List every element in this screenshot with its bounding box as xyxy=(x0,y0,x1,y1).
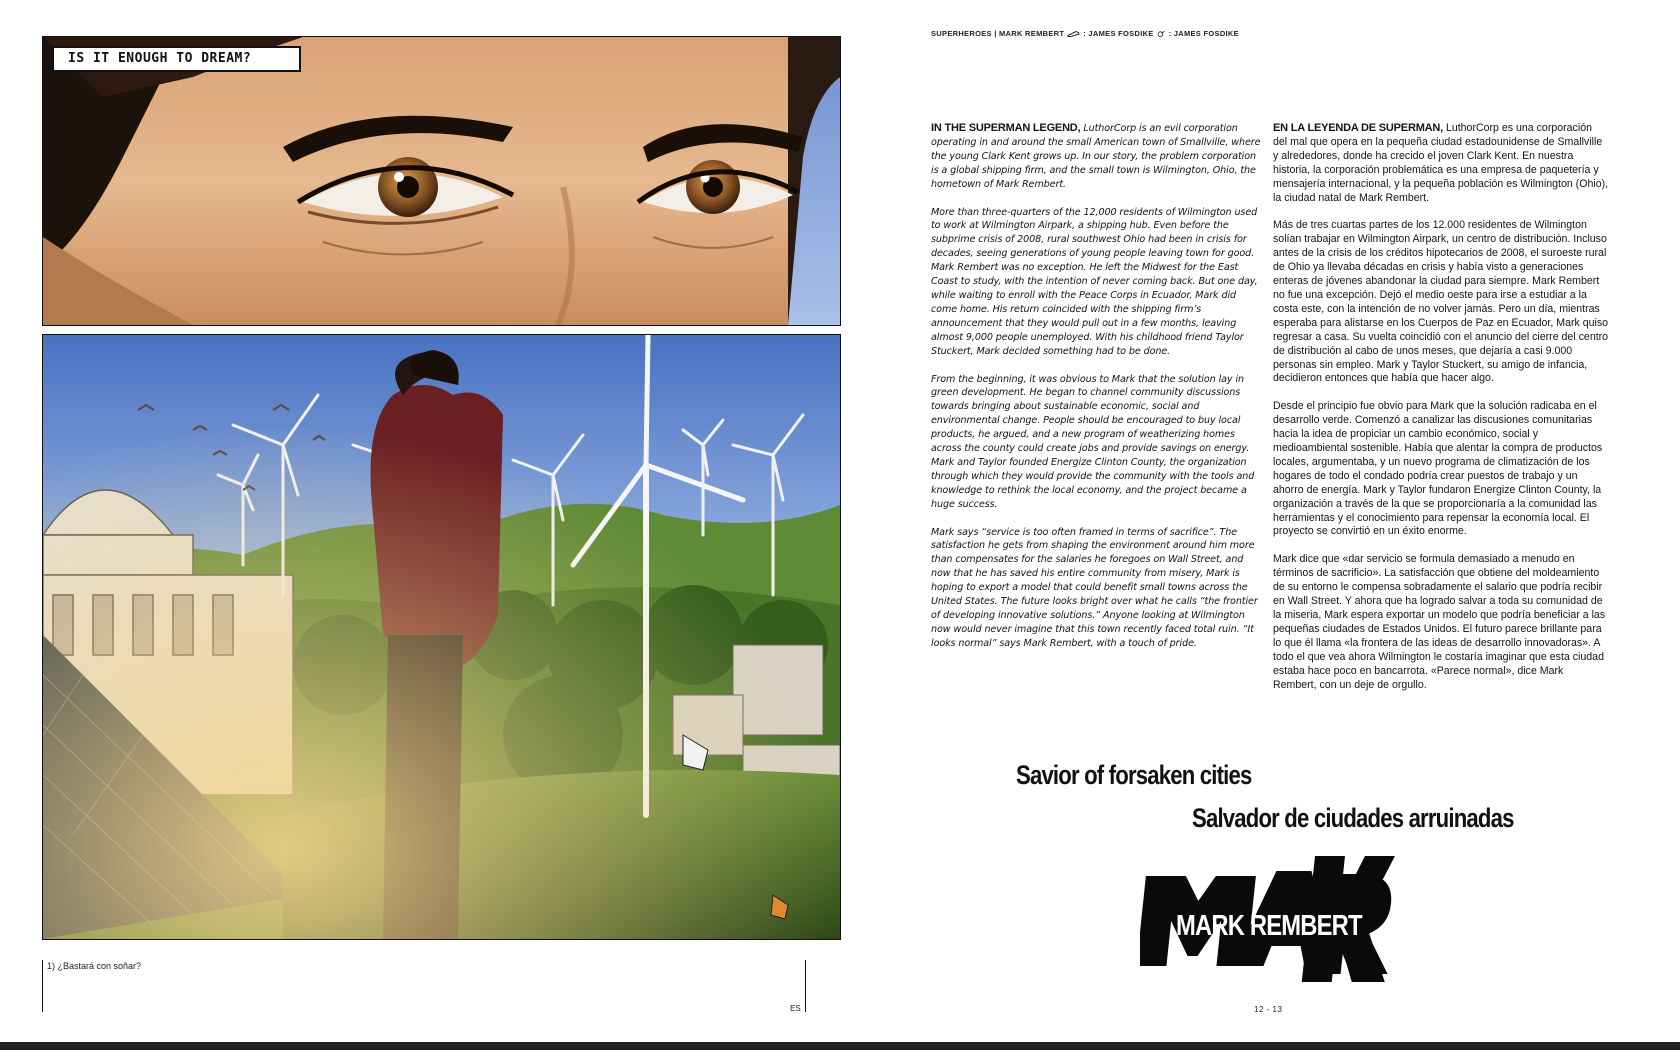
english-lead: IN THE SUPERMAN LEGEND, xyxy=(931,122,1081,134)
spanish-paragraph-2: Más de tres cuartas partes de los 12.000 residentes de Wilmington solían trabajar en Wilmington Airpark, un centro de distribución. Incluso antes de la crisis de los créditos hipotecarios de 2008, el suroeste rural de Ohio ya llevaba décadas en crisis y había visto a generaciones enteras de jóvenes abandonar la ciudad para siempre. Mark Rembert no fue una excepción. Dejó el medio oeste para irse a estudiar a la costa este, con la intención de no volver jamás. Pero un día, mientras esperaba para alistarse en los Cuerpos de Paz en Ecuador, Mark quiso regresar a casa. Su vuelta coincidió con el anuncio del cierre del centro de distribución al cabo de unos meses, que dejaría a casi 9.000 personas sin empleo. Mark y Taylor Stuckert, su amigo de infancia, decidieron entonces que había que hacer algo. xyxy=(1273,219,1609,385)
logo-name: MARK REMBERT xyxy=(1176,910,1362,942)
spread-bottom-edge xyxy=(0,1042,1680,1050)
headline-english: Savior of forsaken cities xyxy=(1016,760,1252,790)
spanish-paragraph-4: Mark dice que «dar servicio se formula demasiado a menudo en términos de sacrificio». La satisfacción que obtiene del moldeamiento de su entorno le compensa sobradamente el salario que podría recibir en Wall Street. Y ahora que ha logrado salvar a toda su comunidad de la miseria, Mark espera exportar un modelo que podría beneficiar a las pequeñas ciudades de Estados Unidos. El futuro parece brillante para lo que él llama «la frontera de las ideas de desarrollo innovadoras». A todo el que vea ahora Wilmington le costaría imaginar que esta ciudad estaba hace poco en bancarrota. «Parece normal», dice Mark Rembert, con un deje de orgullo. xyxy=(1273,553,1606,691)
section-label: SUPERHEROES | MARK REMBERT xyxy=(931,29,1065,38)
brush-icon xyxy=(1157,29,1166,38)
pencil-icon xyxy=(1067,30,1080,37)
wind-farm-illustration xyxy=(43,335,840,939)
headline-spanish: Salvador de ciudades arruinadas xyxy=(1192,803,1514,833)
comic-caption: IS IT ENOUGH TO DREAM? xyxy=(52,46,301,72)
english-paragraph-2: More than three-quarters of the 12,000 residents of Wilmington used to work at Wilmington Airpark, a shipping hub. Even before the subprime crisis of 2008, rural southwest Ohio had been in crisis for decades, seeing generations of young people leaving town for good. Mark Rembert was no exception. He left the Midwest for the East Coast to study, with the intention of never coming back. But one day, while waiting to enroll with the Peace Corps in Ecuador, Mark did come home. His return coincided with the shipping firm’s announcement that they would pull out in a few months, leaving almost 9,000 people unemployed. With his childhood friend Taylor Stuckert, Mark decided something had to be done. xyxy=(931,206,1258,357)
comic-panel-eyes xyxy=(42,36,841,326)
spanish-paragraph-1 xyxy=(1273,122,1609,205)
english-paragraph-1-text: LuthorCorp is an evil corporation operating in and around the small American town of Smallville, where the young Clark Kent grows up. In our story, the problem corporation is a global shipping firm, and the small town is Wilmington, Ohio, the hometown of Mark Rembert. xyxy=(931,123,1261,190)
eyes-illustration xyxy=(43,37,840,325)
artist-credit: : JAMES FOSDIKE xyxy=(1168,29,1239,38)
page-numbers: 12 - 13 xyxy=(1254,1005,1283,1014)
footnote-rule-right xyxy=(805,960,806,1012)
comic-panel-landscape xyxy=(42,334,841,940)
writer-credit: : JAMES FOSDIKE xyxy=(1083,29,1154,38)
spanish-lead: EN LA LEYENDA DE SUPERMAN, xyxy=(1273,122,1443,134)
spanish-paragraph-3: Desde el principio fue obvio para Mark que la solución radicaba en el desarrollo verde. Comenzó a canalizar las discusiones comunitarias hacia la idea de propiciar un cambio económico, social y medioambiental sostenible. Había que alentar la compra de productos locales, argumentaba, y un nuevo programa de climatización de los hogares de todo el condado podría crear puestos de trabajo y un ahorro de energía. Mark y Taylor fundaron Energize Clinton County, la organización a través de la que se proporcionaría a la comunidad las herramientas y el conocimiento para repensar la economía local. El proyecto se convirtió en un éxito enorme. xyxy=(1273,400,1603,538)
footnote-rule-left xyxy=(42,960,43,1012)
spanish-article xyxy=(1273,122,1609,706)
footnote: 1) ¿Bastará con soñar? xyxy=(47,961,142,971)
english-paragraph-4: Mark says “service is too often framed in terms of sacrifice”. The satisfaction he gets from shaping the environment around him more than compensates for the salaries he foregoes on Wall Street, and now that he has saved his entire community from misery, Mark is hoping to export a model that could benefit small towns across the United States. The future looks bright over what he calls “the frontier of developing innovative solutions.” Anyone looking at Wilmington now would never imagine that this town recently faced total ruin. “It looks normal” says Mark Rembert, with a touch of pride. xyxy=(931,526,1258,649)
language-label: ES xyxy=(790,1004,801,1013)
english-article xyxy=(931,122,1261,665)
english-paragraph-1 xyxy=(931,122,1261,192)
article-credits xyxy=(931,29,1239,38)
english-paragraph-3: From the beginning, it was obvious to Mark that the solution lay in green development. He began to channel community discussions towards bringing about sustainable economic, social and environmental change. People should be encouraged to buy local products, he argued, and a new program of weatherizing homes across the county could create jobs and provide savings on energy. Mark and Taylor founded Energize Clinton County, the organization through which they would provide the community with the tools and knowledge to rethink the local economy, and the project became a huge success. xyxy=(931,373,1255,510)
spanish-paragraph-1-text: LuthorCorp es una corporación del mal que opera en la pequeña ciudad estadounidense de Smallville y alrededores, donde ha crecido el joven Clark Kent. En nuestra historia, la corporación problemática es una empresa de paquetería y mensajería internacional, y la pequeña población es Wilmington (Ohio), la ciudad natal de Mark Rembert. xyxy=(1273,122,1609,204)
